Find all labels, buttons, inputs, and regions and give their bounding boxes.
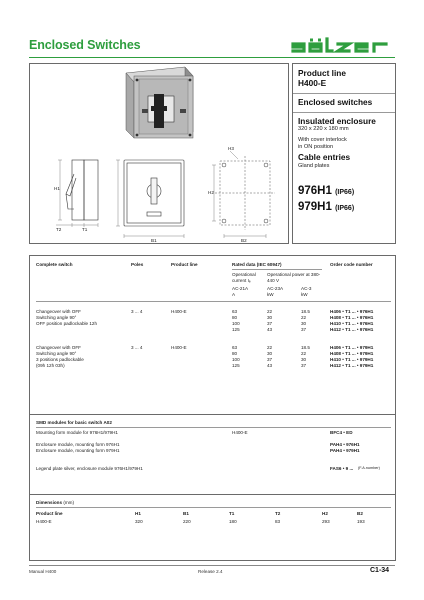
dimensions-title: Dimensions (mm)	[36, 500, 75, 505]
dim-cell: 320	[135, 519, 143, 524]
table-cell: 30	[301, 321, 307, 326]
table-cell: 100	[232, 357, 240, 362]
header-ac3: AC-3	[301, 286, 312, 291]
table-cell: 63	[232, 345, 238, 350]
enclosure-size: 320 x 220 x 180 mm	[298, 126, 349, 132]
table-cell: 22	[301, 315, 307, 320]
smd-title-rule	[36, 427, 391, 428]
group1-poles: 3 ... 4	[131, 309, 143, 314]
smd-row-code: FAS6 • 9 ...	[330, 466, 354, 471]
dim-t2-label: T2	[56, 227, 62, 232]
header-unit-kw1: kW	[267, 292, 274, 297]
model-979h1: 979H1 (IP66)	[298, 200, 355, 213]
table-cell: 22	[301, 351, 307, 356]
header-rated-data: Rated data (IEC 60947)	[232, 262, 282, 267]
group2-desc-3: 3 positions padlockable	[36, 357, 84, 362]
dim-cell: 220	[183, 519, 191, 524]
smd-row-code: PAH4 • 979H1	[330, 448, 360, 453]
table-cell: 80	[232, 351, 238, 356]
product-line-value: H400-E	[298, 77, 327, 88]
smd-row-note: (F.A.number)	[358, 466, 380, 470]
cable-value: Gland plates	[298, 162, 330, 169]
dim-header: Product line	[36, 511, 63, 516]
cable-title: Cable entries	[298, 152, 351, 162]
table-cell: 80	[232, 315, 238, 320]
order-code: H406 • T1 ... • 976H1	[330, 309, 374, 314]
group2-line: H400-E	[171, 345, 187, 350]
dim-header: T1	[229, 511, 235, 516]
header-rule	[36, 301, 391, 302]
drawing-panel	[29, 63, 289, 244]
dim-h1-label: H1	[54, 186, 60, 191]
dim-t1-label: T1	[82, 227, 88, 232]
dim-b2-label: B2	[241, 238, 247, 243]
smd-row-label: Legend plate silver, enclosure module 976H1/979H1	[36, 466, 143, 471]
footer-release: Release 2.4	[198, 569, 223, 574]
header-product-line: Product line	[171, 262, 198, 267]
header-op-current: Operational current Iₑ	[232, 272, 256, 283]
dim-cell: 293	[322, 519, 330, 524]
header-op-power: Operational power at 380-440 V	[267, 272, 321, 283]
group1-desc-2: Switching angle 90°	[36, 315, 77, 320]
smd-row-label: Mounting form module for 976H1/979H1	[36, 430, 118, 435]
page-title: Enclosed Switches	[29, 38, 141, 52]
group2-desc-1: Changeover with OFF	[36, 345, 81, 350]
header-rule	[29, 57, 395, 58]
cover-note-2: in ON position	[298, 144, 334, 150]
dim-h2-label: H2	[208, 190, 214, 195]
table-cell: 37	[301, 363, 307, 368]
dim-header: H2	[322, 511, 328, 516]
footer-manual: Manual H400	[29, 569, 57, 574]
table-cell: 125	[232, 363, 240, 368]
dimensions-title-rule	[36, 507, 391, 508]
table-cell: 63	[232, 309, 238, 314]
order-code: H412 • T1 ... • 976H1	[330, 327, 374, 332]
product-info-panel	[292, 63, 396, 244]
side-view	[66, 160, 98, 220]
table-cell: 37	[267, 357, 273, 362]
group1-line: H400-E	[171, 309, 187, 314]
table-cell: 30	[301, 357, 307, 362]
order-code: H408 • T1 ... • 979H1	[330, 351, 374, 356]
group2-desc-4: (09h 12h 03h)	[36, 363, 65, 368]
table-cell: 22	[267, 345, 273, 350]
smd-title: SMD modules for basic switch A02	[36, 420, 112, 425]
dim-cell: H400-E	[36, 519, 52, 524]
order-code: H408 • T1 ... • 976H1	[330, 315, 374, 320]
table-cell: 18.5	[301, 309, 310, 314]
smd-row-label: Enclosure module, mounting form 976H1	[36, 442, 120, 447]
order-code: H406 • T1 ... • 979H1	[330, 345, 374, 350]
page-number: C1-34	[370, 567, 390, 574]
dim-header: B1	[183, 511, 189, 516]
dim-cell: 83	[275, 519, 281, 524]
header-unit-a: A	[232, 292, 236, 297]
smd-row-code: BFC4 • ED	[330, 430, 353, 435]
model-976h1: 976H1 (IP66)	[298, 184, 355, 197]
enclosure-title: Insulated enclosure	[298, 115, 376, 126]
order-table-panel	[29, 255, 396, 561]
header-order-code: Order code number	[330, 262, 373, 267]
dim-header: T2	[275, 511, 281, 516]
rated-rule	[232, 269, 322, 270]
table-cell: 30	[267, 351, 273, 356]
footer-rule	[29, 565, 395, 566]
group1-desc-1: Changeover with OFF	[36, 309, 81, 314]
order-code: H412 • T1 ... • 979H1	[330, 363, 374, 368]
group1-desc-3: OFF position padlockable 12h	[36, 321, 98, 326]
dimensions-rule	[30, 494, 395, 495]
product-line-label: Product line	[298, 68, 346, 78]
group2-desc-2: Switching angle 90°	[36, 351, 77, 356]
table-cell: 37	[301, 327, 307, 332]
smd-row-label: Enclosure module, mounting form 979H1	[36, 448, 120, 453]
technical-drawing	[30, 64, 288, 243]
dim-header: B2	[357, 511, 363, 516]
header-unit-kw2: kW	[301, 292, 308, 297]
header-ac21: AC-21A	[232, 286, 249, 291]
header-ac23: AC-23A	[267, 286, 284, 291]
product-category: Enclosed switches	[298, 97, 373, 107]
header-poles: Poles	[131, 262, 144, 267]
table-cell: 22	[267, 309, 273, 314]
group2-poles: 3 ... 4	[131, 345, 143, 350]
header-complete-switch: Complete switch	[36, 262, 73, 267]
table-cell: 43	[267, 363, 273, 368]
dim-b1-label: B1	[151, 238, 157, 243]
smd-row-line: H400-E	[232, 430, 248, 435]
dim-cell: 193	[357, 519, 365, 524]
cover-note-1: With cover interlock	[298, 137, 347, 143]
table-cell: 43	[267, 327, 273, 332]
table-cell: 100	[232, 321, 240, 326]
order-code: H410 • T1 ... • 976H1	[330, 321, 374, 326]
dim-cell: 180	[229, 519, 237, 524]
table-cell: 30	[267, 315, 273, 320]
salzer-logo	[290, 36, 394, 56]
smd-row-code: PAH4 • 976H1	[330, 442, 360, 447]
dim-h3-label: H3	[228, 146, 234, 151]
dim-header: H1	[135, 511, 141, 516]
smd-rule	[30, 414, 395, 415]
table-cell: 37	[267, 321, 273, 326]
enclosure-photo	[126, 67, 193, 138]
table-cell: 18.5	[301, 345, 310, 350]
table-cell: 125	[232, 327, 240, 332]
front-view	[124, 160, 184, 226]
order-code: H410 • T1 ... • 979H1	[330, 357, 374, 362]
